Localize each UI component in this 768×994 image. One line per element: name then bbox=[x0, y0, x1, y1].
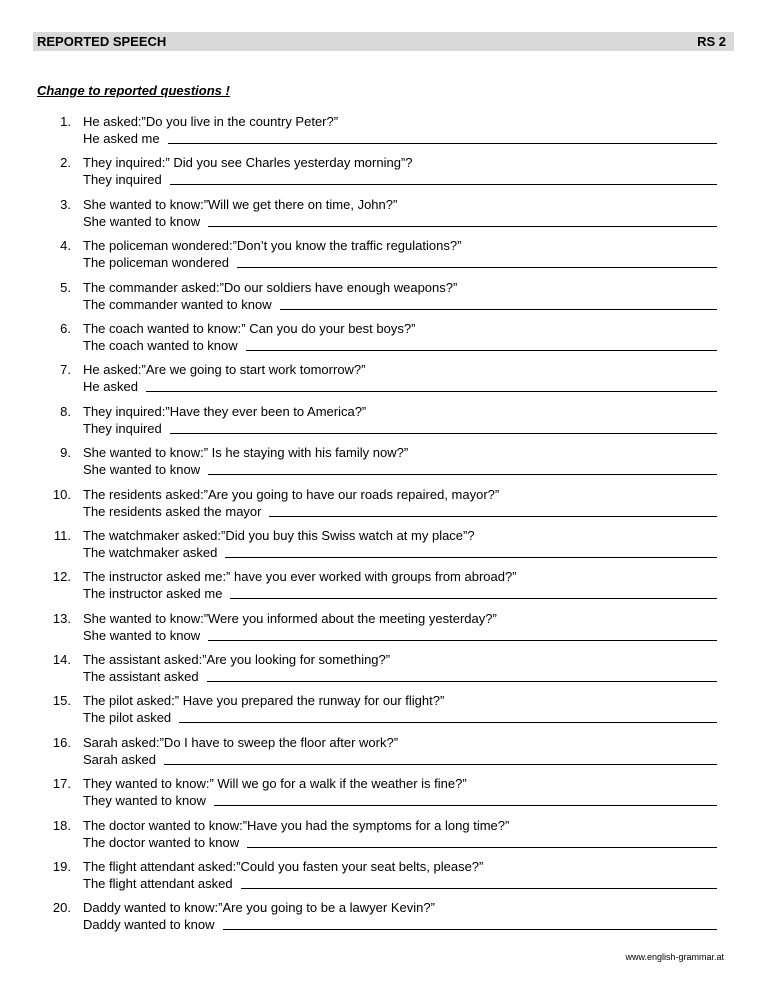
question-item bbox=[0, 775, 768, 816]
question-item bbox=[0, 858, 768, 899]
question-number: 8. bbox=[60, 403, 71, 419]
question-number: 10. bbox=[52, 486, 71, 502]
answer-line[interactable] bbox=[214, 792, 717, 806]
question-text: Sarah asked:”Do I have to sweep the floor after work?” bbox=[83, 734, 399, 750]
question-number: 18. bbox=[52, 817, 71, 833]
question-item bbox=[0, 279, 768, 320]
question-item bbox=[0, 899, 768, 940]
answer-row bbox=[83, 834, 717, 851]
answer-prefix: Sarah asked bbox=[83, 751, 156, 767]
question-number: 19. bbox=[52, 859, 71, 875]
question-number: 11. bbox=[53, 527, 71, 543]
question-item bbox=[0, 692, 768, 733]
question-number: 7. bbox=[60, 362, 71, 378]
question-number: 2. bbox=[60, 155, 71, 171]
answer-prefix: The commander wanted to know bbox=[83, 296, 272, 312]
answer-row bbox=[83, 503, 717, 520]
answer-prefix: She wanted to know bbox=[83, 213, 201, 229]
answer-prefix: Daddy wanted to know bbox=[83, 917, 215, 933]
answer-prefix: The watchmaker asked bbox=[83, 544, 218, 560]
answer-row bbox=[83, 792, 717, 809]
question-text: The policeman wondered:”Don’t you know the traffic regulations?” bbox=[83, 238, 462, 254]
question-text: They inquired:” Did you see Charles yesterday morning”? bbox=[83, 155, 413, 171]
question-text: He asked:”Are we going to start work tomorrow?” bbox=[83, 362, 366, 378]
worksheet-title: REPORTED SPEECH bbox=[37, 34, 167, 49]
question-text: The coach wanted to know:” Can you do your best boys?” bbox=[83, 320, 416, 336]
question-number: 16. bbox=[52, 734, 71, 750]
answer-row bbox=[83, 461, 717, 478]
answer-row bbox=[83, 254, 717, 271]
answer-prefix: He asked bbox=[83, 379, 138, 395]
answer-line[interactable] bbox=[237, 254, 717, 268]
question-text: The flight attendant asked:”Could you fasten your seat belts, please?” bbox=[83, 859, 484, 875]
question-text: The pilot asked:” Have you prepared the runway for our flight?” bbox=[83, 693, 445, 709]
question-text: The watchmaker asked:”Did you buy this Swiss watch at my place”? bbox=[83, 527, 475, 543]
question-number: 14. bbox=[52, 652, 71, 668]
answer-line[interactable] bbox=[146, 378, 717, 392]
answer-line[interactable] bbox=[168, 130, 717, 144]
answer-line[interactable] bbox=[247, 834, 717, 848]
worksheet-code: RS 2 bbox=[697, 34, 726, 49]
answer-row bbox=[83, 585, 717, 602]
question-text: The assistant asked:”Are you looking for something?” bbox=[83, 652, 391, 668]
answer-row bbox=[83, 544, 717, 561]
question-number: 17. bbox=[52, 776, 71, 792]
question-number: 4. bbox=[60, 238, 71, 254]
answer-line[interactable] bbox=[241, 875, 717, 889]
answer-prefix: The instructor asked me bbox=[83, 586, 223, 602]
question-text: She wanted to know:”Were you informed about the meeting yesterday?” bbox=[83, 610, 497, 626]
answer-row bbox=[83, 420, 717, 437]
answer-prefix: They wanted to know bbox=[83, 793, 206, 809]
answer-prefix: She wanted to know bbox=[83, 627, 201, 643]
answer-line[interactable] bbox=[225, 544, 717, 558]
answer-line[interactable] bbox=[207, 668, 717, 682]
answer-line[interactable] bbox=[246, 337, 717, 351]
question-text: They wanted to know:” Will we go for a walk if the weather is fine?” bbox=[83, 776, 467, 792]
answer-prefix: He asked me bbox=[83, 131, 160, 146]
answer-row bbox=[83, 130, 717, 147]
answer-line[interactable] bbox=[164, 751, 717, 765]
answer-prefix: The assistant asked bbox=[83, 669, 199, 685]
answer-prefix: The pilot asked bbox=[83, 710, 172, 726]
question-item bbox=[0, 154, 768, 195]
answer-row bbox=[83, 337, 717, 354]
question-number: 15. bbox=[52, 693, 71, 709]
question-text: He asked:”Do you live in the country Peter?” bbox=[83, 114, 339, 129]
question-number: 1. bbox=[60, 114, 71, 129]
answer-row bbox=[83, 875, 717, 892]
answer-line[interactable] bbox=[208, 213, 717, 227]
question-item bbox=[0, 568, 768, 609]
answer-line[interactable] bbox=[230, 585, 717, 599]
answer-prefix: She wanted to know bbox=[83, 462, 201, 478]
question-number: 13. bbox=[52, 610, 71, 626]
question-text: She wanted to know:” Is he staying with his family now?” bbox=[83, 445, 409, 461]
instruction-heading: Change to reported questions ! bbox=[37, 83, 230, 98]
question-number: 6. bbox=[60, 320, 71, 336]
question-item bbox=[0, 444, 768, 485]
question-item bbox=[0, 196, 768, 237]
answer-row bbox=[83, 213, 717, 230]
answer-row bbox=[83, 378, 717, 395]
question-text: The residents asked:”Are you going to have our roads repaired, mayor?” bbox=[83, 486, 500, 502]
header-bar bbox=[33, 32, 734, 51]
answer-row bbox=[83, 171, 717, 188]
question-text: Daddy wanted to know:”Are you going to be a lawyer Kevin?” bbox=[83, 900, 435, 916]
question-number: 9. bbox=[60, 445, 71, 461]
question-number: 20. bbox=[52, 900, 71, 916]
answer-prefix: They inquired bbox=[83, 420, 162, 436]
question-item bbox=[0, 817, 768, 858]
question-item bbox=[0, 651, 768, 692]
question-item bbox=[0, 403, 768, 444]
answer-row bbox=[83, 709, 717, 726]
question-item bbox=[0, 320, 768, 361]
answer-prefix: The flight attendant asked bbox=[83, 876, 233, 892]
answer-line[interactable] bbox=[208, 461, 717, 475]
answer-row bbox=[83, 668, 717, 685]
question-text: She wanted to know:”Will we get there on time, John?” bbox=[83, 196, 398, 212]
answer-line[interactable] bbox=[223, 916, 717, 930]
question-item bbox=[0, 361, 768, 402]
question-text: They inquired:”Have they ever been to America?” bbox=[83, 403, 367, 419]
question-text: The commander asked:”Do our soldiers have enough weapons?” bbox=[83, 279, 458, 295]
answer-line[interactable] bbox=[179, 709, 717, 723]
answer-prefix: The doctor wanted to know bbox=[83, 834, 240, 850]
answer-prefix: The policeman wondered bbox=[83, 255, 229, 271]
question-item bbox=[0, 237, 768, 278]
question-number: 3. bbox=[60, 196, 71, 212]
answer-row bbox=[83, 916, 717, 933]
answer-line[interactable] bbox=[170, 420, 717, 434]
answer-line[interactable] bbox=[208, 627, 717, 641]
answer-line[interactable] bbox=[269, 503, 717, 517]
answer-row bbox=[83, 296, 717, 313]
question-item bbox=[0, 734, 768, 775]
answer-prefix: They inquired bbox=[83, 172, 162, 188]
answer-prefix: The coach wanted to know bbox=[83, 337, 238, 353]
answer-line[interactable] bbox=[280, 296, 717, 310]
question-number: 5. bbox=[60, 279, 71, 295]
answer-line[interactable] bbox=[170, 171, 717, 185]
answer-prefix: The residents asked the mayor bbox=[83, 503, 262, 519]
question-list bbox=[0, 113, 768, 941]
question-text: The instructor asked me:” have you ever worked with groups from abroad?” bbox=[83, 569, 517, 585]
question-item bbox=[0, 527, 768, 568]
question-item bbox=[0, 113, 768, 154]
question-item bbox=[0, 610, 768, 651]
footer-url: www.english-grammar.at bbox=[625, 952, 724, 962]
question-number: 12. bbox=[52, 569, 71, 585]
question-item bbox=[0, 486, 768, 527]
question-text: The doctor wanted to know:”Have you had the symptoms for a long time?” bbox=[83, 817, 510, 833]
answer-row bbox=[83, 627, 717, 644]
answer-row bbox=[83, 751, 717, 768]
